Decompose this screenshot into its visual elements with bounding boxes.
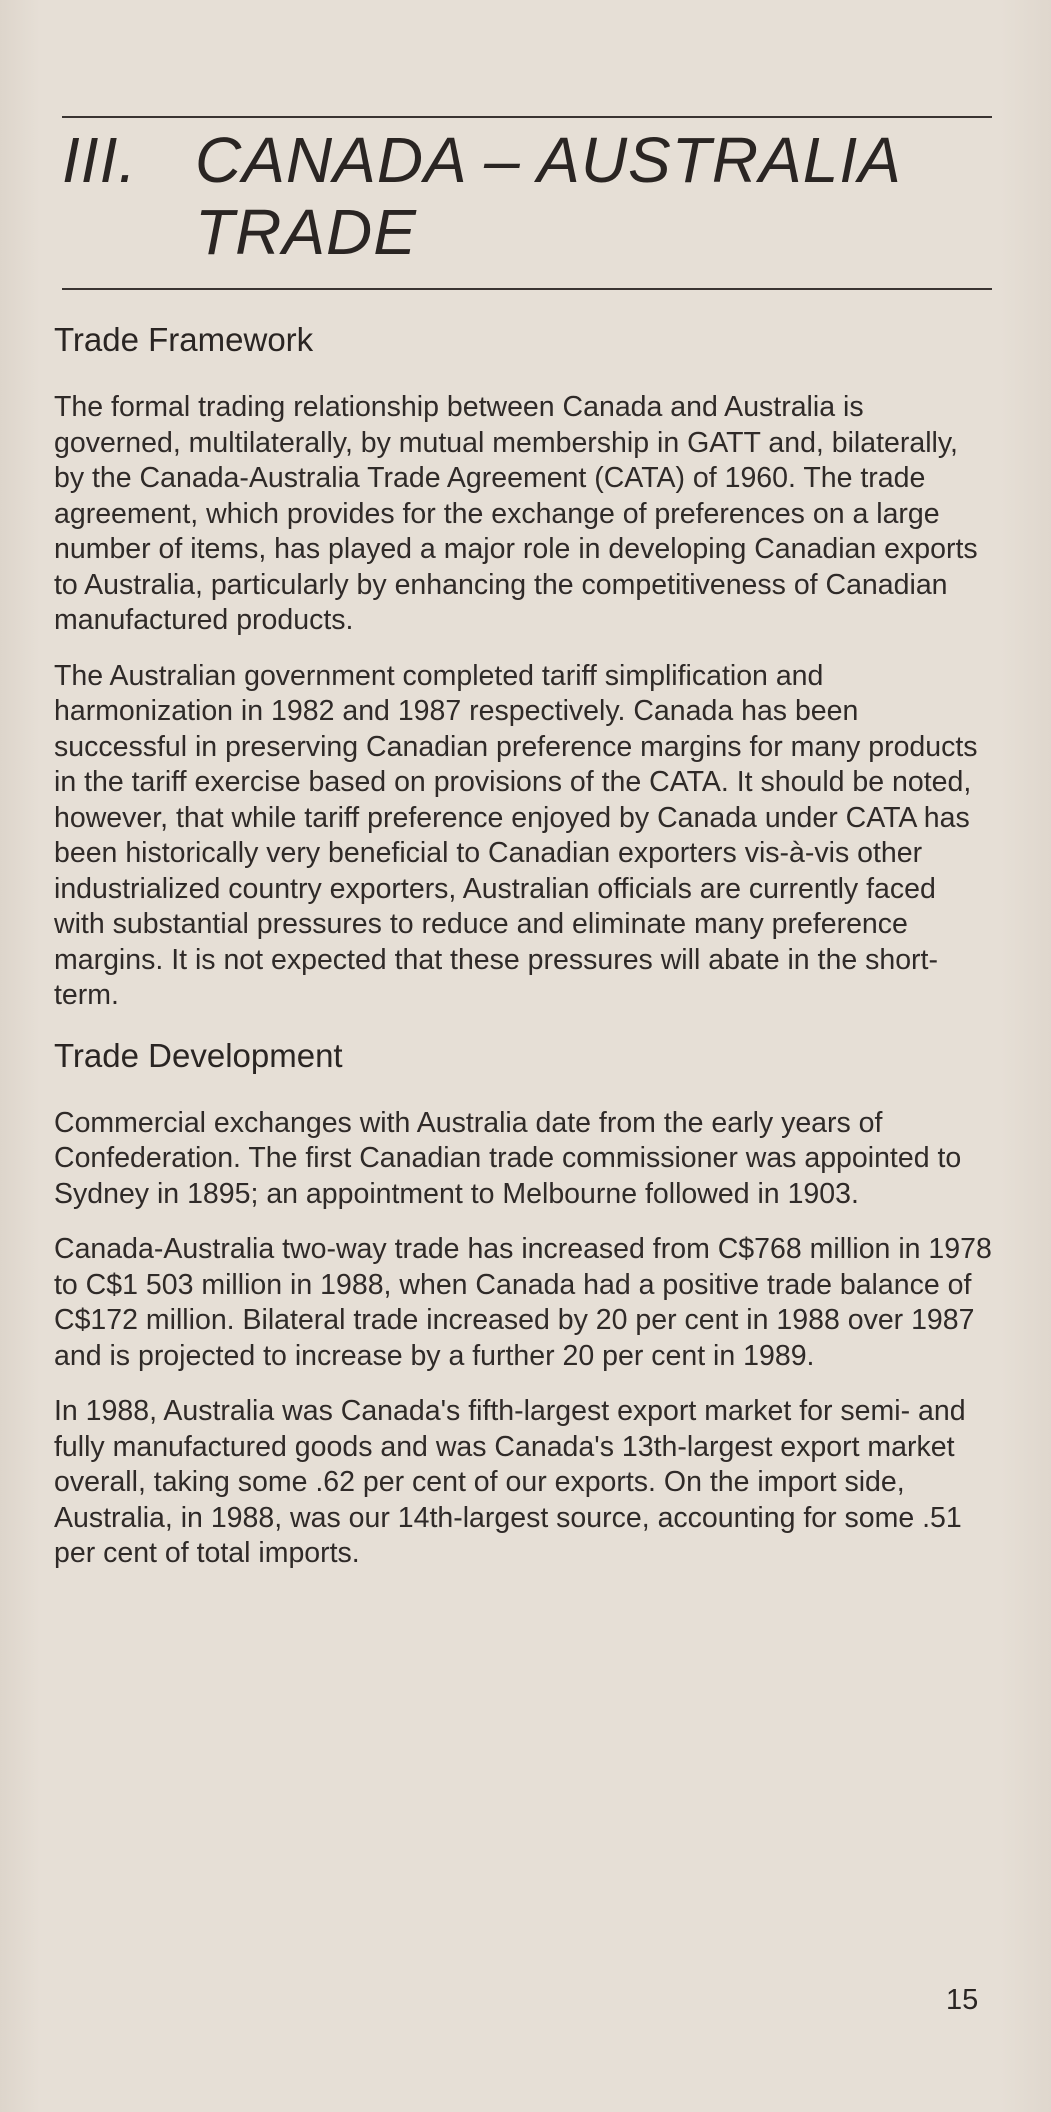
title-bottom-rule [62, 288, 992, 290]
chapter-number: III. [62, 124, 138, 196]
paragraph: The formal trading relationship between Canada and Australia is governed, multilaterally, by mutual membership in GATT and, bilaterally, by the Canada-Australia Trade Agreement (CATA) of 1960. The trade agreement, which provides for the exchange of preferences on a large number of items, has played a major role in developing Canadian exports to Australia, particularly by enhancing the competitiveness of Canadian manufactured products. [54, 391, 978, 636]
section-heading-trade-framework: Trade Framework [54, 321, 314, 358]
section-heading-trade-development: Trade Development [54, 1036, 343, 1074]
page-number: 15 [946, 1984, 979, 2016]
main-content [54, 318, 994, 1592]
title-top-rule [62, 116, 992, 118]
paragraph: The Australian government completed tariff simplification and harmonization in 1982 and 1987 respectively. Canada has been successful in preserving Canadian preference margins for many products in the tariff exercise based on provisions of the CATA. It should be noted, however, that while tariff preference enjoyed by Canada under CATA has been historically very beneficial to Canadian exporters vis-à-vis other industrialized country exporters, Australian officials are currently faced with substantial pressures to reduce and eliminate many preference margins. It is not expected that these pressures will abate in the short-term. [54, 659, 978, 1011]
paragraph: In 1988, Australia was Canada's fifth-largest export market for semi- and fully manufactured goods and was Canada's 13th-largest export market overall, taking some .62 per cent of our exports. On the import side, Australia, in 1988, was our 14th-largest source, accounting for some .51 per cent of total imports. [54, 1395, 966, 1569]
paragraph: Canada-Australia two-way trade has increased from C$768 million in 1978 to C$1 503 million in 1988, when Canada had a positive trade balance of C$172 million. Bilateral trade increased by 20 per cent in 1988 over 1987 and is projected to increase by a further 20 per cent in 1989. [54, 1233, 992, 1372]
chapter-title-text: CANADA – AUSTRALIA TRADE [195, 124, 900, 268]
paragraph: Commercial exchanges with Australia date from the early years of Confederation. The first Canadian trade commissioner was appointed to Sydney in 1895; an appointment to Melbourne followed in 1903. [54, 1106, 962, 1210]
